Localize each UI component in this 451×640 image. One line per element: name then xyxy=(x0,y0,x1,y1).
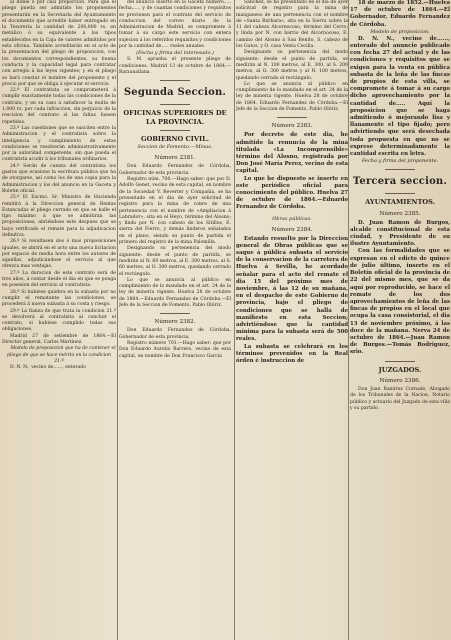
paragraph: Sánchez, se ha presentado en el dia de ayer solicitud de registro para la mina de manganeso de una pertenencia con el nombre de «Santa Bárbara», sita en la Sierra sobre la 11 del cabezo Alcornocoso, término del Cerro; y linda por N. con barrio del Alcornocoso, E. camino del Alosno á San Benito, S. cabezo de los Gatos, y O. casa Venta Cecilia. xyxy=(236,0,348,50)
paragraph: D. N. N., vecino de......, enterado del anuncio publicado con fecha 27 del actual y de las condiciones y requisitos que se exigen para la venta en pública subasta de la leña de las fincas de propios de esta villa, se compromete á tomar á su cargo dicho aprovechamiento por la cantidad de..... Aquí la proposicion que se haga admitiendo ó mejorando lisa y llanamente el tipo fijado; pero advirtiendo que será desechada toda propuesta en que no se exprese determinadamente la cantidad escrita en letra. xyxy=(350,35,450,158)
paragraph: Lo que se anuncia al público en cumplimiento de lo mandado en el art. 24 de la ley de minería vigente. Huelva 28 de octubre de 1864.—Eduardo Fernandez de Córdoba.—El Jefe de la Seccion de Fomento, Pablo Olóriz. xyxy=(119,277,231,309)
divider xyxy=(160,80,190,81)
office-heading: OFICINAS SUPERIORES DE LA PROVINCIA. xyxy=(123,109,227,126)
paragraph: 18 de marzo de 1852.—Huelva 17 de octubre de 1864.—El Gobernador, Eduardo Fernandez de Córdoba. xyxy=(350,0,450,28)
paragraph: 25.º El Excmo. Sr. Ministro de Hacienda remitirá á la Direccion general de Rentas Estancadas el pliego cerrado en que se halle el tipo máximo á que se admitirán las proposiciones; abriéndose este despues que se haya verificado el remate para la adjudicacion definitiva. xyxy=(2,195,116,238)
notice-number: Número 2381. xyxy=(154,155,196,162)
government-heading: GOBIERNO CIVIL. xyxy=(140,135,210,144)
column-2 xyxy=(119,0,231,640)
column-rule xyxy=(117,0,118,640)
paragraph: La subasta se celebrará en los términos prevenidos en la Real órden é instruccion de xyxy=(236,343,348,365)
model-label: Modelo de proposicion. xyxy=(370,28,430,35)
paragraph: Designando su pertenencia del modo siguiente: desde el punto de partida, se medirán al N. 100 metros, al E. 300, al S. 200 metros, al O. 300 metros y al N. 100 metros, quedando cerrado el rectángulo. xyxy=(236,50,348,81)
notice-number: Número 2383. xyxy=(271,123,313,130)
paragraph: S. M. aprueba el presente pliego de condiciones. Madrid 13 de octubre de 1864.—Barzanallana. xyxy=(119,57,231,75)
signature-line: Fecha y firma del proponente. xyxy=(361,158,439,165)
subheading: Obras públicas. xyxy=(272,215,312,222)
paragraph: al doble ó por casi proporcion. Para que el pliego pueda ser admitido los proponentes presentarán en la Secretaría del Ayuntamiento el documento que acredite haber entregado en la Tesorería la cantidad de 200,000 rs. en metálico ó su equivalente á los tipos establecidos en la Caja de valores admitidos por esta oficina. También acreditarán en el acto de la presentacion del pliego de proposicion, con los documentos correspondientes, su buena conducta y la capacidad legal para contratar con arreglo á las leyes vigentes; y en el pliego se hará constar el nombre del proponente y el precio por que se obliga á ejecutar el servicio. xyxy=(2,0,116,87)
subheading: Seccion de Fomento.—Minas. xyxy=(137,144,213,151)
paragraph: Lo que he dispuesto se inserte en este periódico oficial para conocimiento del público. Huelva 27 de octubre de 1864.—Eduardo Fernandez de Córdoba. xyxy=(236,175,348,211)
paragraph: Con las formalidades que se expresan en el edicto de quince de julio último, inserto en el Boletín oficial de la provincia de 22 del mismo mes, que se da aquí por reproducido, se hace el remate de los dos aprovechamientos de leña de las fincas de propios en el local que ocupa la casa consistorial, el dia 13 de noviembre próximo, á las doce de la mañana. Nerva 24 de octubre de 1864.—Juan Ramon de Burgos.—Tomás Rodriguez, srio. xyxy=(350,248,450,356)
section-title: Tercera seccion. xyxy=(352,176,448,188)
column-1 xyxy=(2,0,116,640)
paragraph: 28.º Si hubiese quiebra en la subasta por no cumplir el rematante las condiciones, se procederá á nueva subasta á su costa y riesgo. xyxy=(2,289,116,308)
divider xyxy=(160,104,190,105)
paragraph: Modelo de proposicion que ha de contener el pliego de que se hace mérito en la condicion 21.ª xyxy=(6,346,116,364)
divider xyxy=(385,193,415,194)
paragraph: Registro número 701.—Hago saber: que por Don Eduardo Aurelio Barrero, vecino de esta capital, en nombre de Don Francisco García xyxy=(119,340,231,359)
paragraph: Don Eduardo Fernandez de Córdoba, Gobernador de esta provincia. xyxy=(119,164,231,176)
paragraph: 22.º El contratista se comprometerá á cumplir exactamente todas las condiciones de la contrata, y en su caso á satisfacer la multa de 1,000 rs. por cada infraccion, sin perjuicio de la rescision del contrato si las faltas fuesen repetidas. xyxy=(2,88,116,125)
paragraph: 23.º Las cuestiones que se susciten entre la Administracion y el contratista sobre la inteligencia y cumplimiento de estas condiciones se resolverán administrativamente por la autoridad competente, sin que pueda el contratista acudir á los tribunales ordinarios. xyxy=(2,125,116,163)
paragraph: D. N. N., vecino de......, enterado xyxy=(10,365,86,371)
column-3 xyxy=(236,0,348,640)
divider xyxy=(385,169,415,170)
divider xyxy=(160,313,190,314)
section-title: Segunda Seccion. xyxy=(123,87,227,99)
paragraph: 27.º La duracion de este contrato será de tres años, á contar desde el dia en que se ponga en posesion del servicio al contratista. xyxy=(2,270,116,289)
signature-line: (Fecha y firma del interesado.) xyxy=(136,50,214,57)
juzgados-heading: JUZGADOS. xyxy=(378,365,422,374)
paragraph: 29.º La fianza de que trata la condicion 21.ª se devolverá al contratista al concluir el contrato, si hubiese cumplido todas sus obligaciones. xyxy=(2,308,116,333)
column-rule xyxy=(234,0,235,640)
paragraph: Lo que se anuncia al público en cumplimiento de lo mandado en el art. 24 de la ley de minería vigente. Huelva 28 de octubre de 1864. Eduardo Fernandez de Córdoba.—El Jefe de la Seccion de Fomento, Pablo Olóriz. xyxy=(236,81,348,113)
paragraph: Por decreto de este dia, he admitido la renuncia de la mina titulada «La Incomprensible» término del Alosno, registrada por Don José María Perez, vecino de esta capital. xyxy=(236,132,348,175)
ayuntamientos-heading: AYUNTAMIENTOS. xyxy=(365,198,435,207)
paragraph: Designando su pertenencia del modo siguiente: desde el punto de partida, se medirán al N. 60 metros, al E. 300 metros, al S. 60 metros, al O. 300 metros, quedando cerrado el rectángulo. xyxy=(119,246,231,277)
paragraph: Madrid 27 de setiembre de 1864.—El Director general, Carlos Martinez. xyxy=(2,333,116,346)
paragraph: Registro núm. 708.—Hago saber: que por D. Adolfo Genet, vecino de esta capital, en nombre de la Sociedad V. Reverter y Compañía, se ha presentado en el dia de ayer solicitud de registro para la mina de cobre de una pertenencia con el nombre de «Ampliacion á Labrador», sita en el Heyo, término del Alosno; y linda por N. con cabezo de los Sitillos, E. sierra del Fierro, y demás linderos señalados en el plano, siendo su punto de partida el primero del registro de la mina Palomilla. xyxy=(119,177,231,246)
paragraph: Don Juan Ramírez Cornado, Abogado de los Tribunales de la Nacion, Notario público y actuario del Juzgado de esta villa y su partido. xyxy=(350,386,450,411)
paragraph: del anuncio inserto en la Gaceta número..... fecha....., y de cuantas condiciones y requisitos se previenen para el contrato del servicio de conduccion del correo diario de la Administracion de Madrid, se compromete á tomar á su cargo este servicio con entera sujecion á los referidos requisitos y condiciones por la cantidad de..... reales anuales. xyxy=(119,0,231,50)
paragraph: 26.º Si resultasen dos ó mas proposiciones iguales, se abrirá en el acto una nueva licitacion por espacio de media hora entre los autores de aquellas, adjudicándose el servicio al que ofrezca mas ventajas. xyxy=(2,239,116,270)
column-rule xyxy=(348,0,349,640)
paragraph: Don Eduardo Fernandez de Córdoba, Gobernador de esta provincia. xyxy=(119,328,231,340)
paragraph: Estando resuelto por la Direccion general de Obras públicas que se saque á pública subasta el servicio de la conservacion de la carretera de Huelva á Sevilla, he acordado señalar para el acto del remate el dia 15 del próximo mes de noviembre, á las 12 de su mañana, en el despacho de este Gobierno de provincia, bajo el pliego de condiciones que se halla de manifiesto en esta Seccion; advirtiéndose que la cantidad mínima para la subasta será de 500 reales. xyxy=(236,235,348,343)
paragraph: 24.º Serán de cuenta del contratista los gastos que ocasione la escritura pública que ha de otorgarse, así como los de una copia para la Administracion y los del anuncio en la Gaceta y Boletin oficial. xyxy=(2,163,116,194)
divider xyxy=(277,117,307,118)
notice-number: Número 2382. xyxy=(154,319,196,326)
notice-number: Número 2384. xyxy=(271,226,313,233)
notice-number: Número 2386. xyxy=(379,377,421,384)
column-4 xyxy=(350,0,450,640)
divider xyxy=(160,130,190,131)
paragraph: D. Juan Ramon de Burgos, alcalde constitucional de esta ciudad, y Presidente de su ilustre Ayuntamiento. xyxy=(350,219,450,248)
divider xyxy=(385,361,415,362)
notice-number: Número 2385. xyxy=(379,210,421,217)
